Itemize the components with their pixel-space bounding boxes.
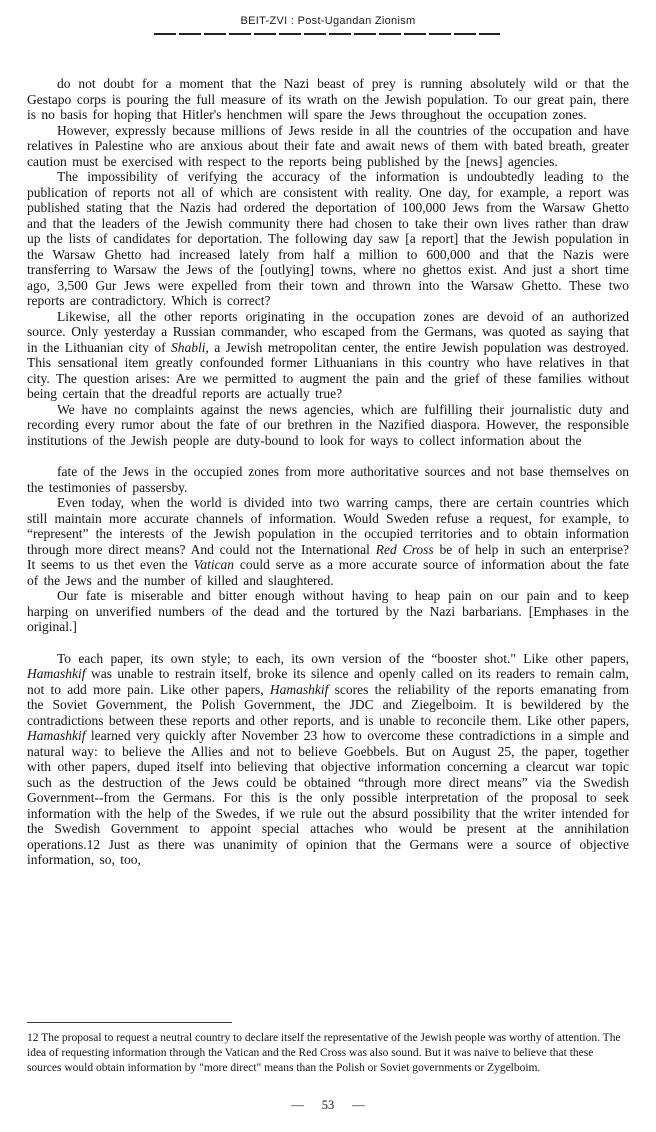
italic-segment: Hamashkif	[269, 681, 329, 697]
paragraph	[27, 495, 629, 588]
text-segment: a Jewish metropolitan center, the entire Jewish population was destroyed. This sensational item greatly confounded former Lithuanians in this country who have relatives in that city. The question arises: Are we permitted to augment the pain and the grief of these families without being certain that the dreadful reports are actually true?	[27, 339, 629, 401]
text-segment: Even today, when the world is divided into two warring camps, there are certain countries which still maintain more accurate channels of information. Would Sweden refuse a request, for example, to “represent” the interests of the Jewish population in the occupied territories and to obtain information through more direct means? And could not the International	[27, 495, 629, 557]
text-segment: be of help in such an enterprise? It seems to us thet even the	[27, 541, 629, 572]
body-text	[27, 76, 629, 868]
italic-segment: Red Cross	[375, 541, 434, 557]
italic-segment: Shabli,	[170, 339, 209, 355]
running-header-title: BEIT-ZVI : Post-Ugandan Zionism	[240, 15, 416, 27]
page-number	[0, 1098, 656, 1113]
page-number-dash-left: —	[291, 1098, 304, 1112]
paragraph	[27, 651, 629, 868]
italic-segment: Hamashkif	[27, 666, 86, 681]
text-segment: do not doubt for a moment that the Nazi beast of prey is running absolutely wild or that the Gestapo corps is pouring the full measure of its wrath on the Jewish population. To our great pain, there is no basis for hoping that Hitler's henchmen will spare the Jews throughout the occupation zones.	[27, 76, 629, 122]
italic-segment: Hamashkif	[27, 728, 86, 743]
text-segment: Our fate is miserable and bitter enough without having to heap pain on our pain and to keep harping on unverified numbers of the dead and the tortured by the Nazi barbarians. [Emphases in the original.]	[27, 588, 629, 634]
paragraph	[27, 588, 629, 635]
text-segment: learned very quickly after November 23 how to overcome these contradictions in a simple and natural way: to believe the Allies and not to believe Goebbels. But on August 25, the paper, together with other papers, duped itself into believing that objective information concerning a clearcut war topic such as the destruction of the Jews could be obtained “through more direct means” via the Swedish Government--from the Germans. For this is the only possible interpretation of the proposal to seek information with the help of the Swedes, if we rule out the absurd possibility that the writer intended for the Swedish Government to appoint special attaches who would be present at the annihilation operations.12 Just as there was unanimity of opinion that the Germans were a source of objective information, so, too,	[27, 728, 629, 867]
paragraph	[27, 169, 629, 309]
text-segment: We have no complaints against the news agencies, which are fulfilling their journalistic duty and recording every rumor about the fate of our brethren in the Nazified diaspora. However, the responsible institutions of the Jewish people are duty-bound to look for ways to collect information about the	[27, 401, 629, 448]
footnote-text: 12 The proposal to request a neutral country to declare itself the representative of the Jewish people was worthy of attention. The idea of requesting information through the Vatican and the Red Cross was also sound. But it was naive to believe that these sources would obtain information by "more direct" means than the Polish or Soviet governments or Zygelboim.	[27, 1032, 621, 1074]
page-number-dash-right: —	[352, 1098, 365, 1112]
footnote-separator	[27, 1022, 232, 1023]
paragraph	[27, 402, 629, 449]
page-number-value: 53	[321, 1098, 335, 1112]
italic-segment: Vatican	[193, 557, 235, 572]
paragraph	[27, 123, 629, 170]
text-segment: scores the reliability of the reports emanating from the Soviet Government, the Polish Government, the JDC and Ziegelboim. It is bewildered by the contradictions between these reports and other reports, and is unable to reconcile them. Like other papers,	[27, 681, 629, 728]
header-rule	[154, 33, 500, 35]
paragraph	[27, 309, 629, 402]
text-segment: The impossibility of verifying the accuracy of the information is undoubtedly leading to the publication of reports not all of which are consistent with reality. One day, for example, a report was published stating that the Nazis had ordered the deportation of 100,000 Jews from the Warsaw Ghetto and that the leaders of the Jewish community there had chosen to take their own lives rather than draw up the lists of candidates for deportation. The following day saw [a report] that the Jewish population in the Warsaw Ghetto had increased lately from half a million to 600,000 and that the Nazis were transferring to Warsaw the Jews of the [outlying] towns, where no ghettos exist. And just a short time ago, 3,500 Gur Jews were expelled from their town and thrown into the Warsaw Ghetto. These two reports are contradictory. Which is correct?	[27, 169, 629, 308]
text-segment: To each paper, its own style; to each, its own version of the “booster shot." Like other papers,	[57, 650, 629, 666]
paragraph	[27, 464, 629, 495]
text-segment: was unable to restrain itself, broke its silence and openly called on its readers to remain calm, not to add more pain. Like other papers,	[27, 666, 629, 697]
text-segment: fate of the Jews in the occupied zones from more authoritative sources and not base themselves on the testimonies of passersby.	[27, 464, 629, 495]
paragraph	[27, 76, 629, 123]
text-segment: could serve as a more accurate source of information about the fate of the Jews and the number of killed and slaughtered.	[27, 557, 629, 588]
text-segment: Likewise, all the other reports originating in the occupation zones are devoid of an authorized source. Only yesterday a Russian commander, who escaped from the Germans, was quoted as saying that in the Lithuanian city of	[27, 308, 629, 355]
text-segment: However, expressly because millions of Jews reside in all the countries of the occupation and have relatives in Palestine who are anxious about their fate and await news of them with bated breath, greater caution must be exercised with respect to the reports being published by the [news] agencies.	[27, 122, 629, 169]
